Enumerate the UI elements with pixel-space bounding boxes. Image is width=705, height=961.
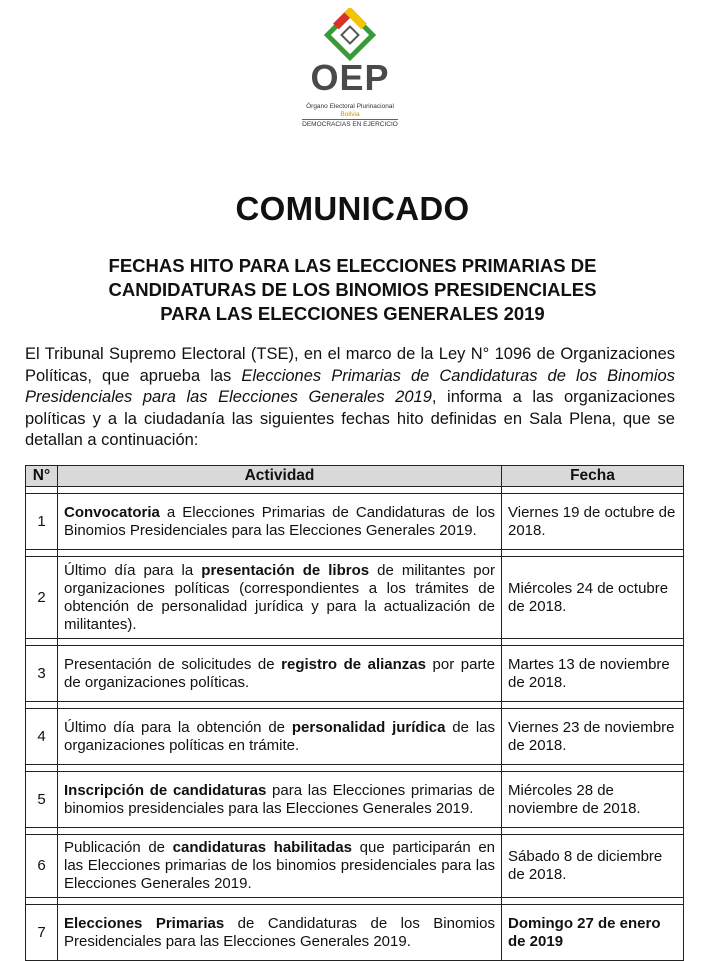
row-activity xyxy=(58,905,502,961)
row-spacer-cell xyxy=(502,828,684,835)
activity-highlight: candidaturas habilitadas xyxy=(172,839,353,856)
row-spacer-cell xyxy=(502,702,684,709)
row-spacer-cell xyxy=(58,487,502,494)
intro-paragraph xyxy=(25,344,675,452)
table-header-row xyxy=(26,466,684,487)
row-spacer-cell xyxy=(502,765,684,772)
table-row xyxy=(26,772,684,828)
row-activity xyxy=(58,709,502,765)
activity-text: para las Elecciones primarias de binomios presidenciales para las Elecciones Generales 2019. xyxy=(64,781,496,817)
row-number: 7 xyxy=(26,905,58,961)
row-activity xyxy=(58,772,502,828)
row-number: 5 xyxy=(26,772,58,828)
table-row xyxy=(26,494,684,550)
oep-logo xyxy=(290,8,410,126)
row-spacer xyxy=(26,765,684,772)
document-title: COMUNICADO xyxy=(235,190,470,227)
row-spacer xyxy=(26,702,684,709)
activity-highlight: Convocatoria xyxy=(64,503,160,521)
activity-highlight: registro de alianzas xyxy=(281,655,426,673)
subtitle-line-2: CANDIDATURAS DE LOS BINOMIOS PRESIDENCIALES xyxy=(108,279,597,300)
oep-emblem-icon xyxy=(318,8,382,62)
row-spacer-cell xyxy=(58,898,502,905)
activity-text: Publicación de xyxy=(64,839,173,856)
row-spacer xyxy=(26,487,684,494)
activity-highlight: personalidad jurídica xyxy=(291,718,446,736)
row-date: Domingo 27 de enero de 2019 xyxy=(502,905,684,961)
row-spacer-cell xyxy=(502,487,684,494)
intro-text-after: , informa a las organizaciones políticas y a la ciudadanía las siguientes fechas hito definidas en Sala Plena, que se detallan a continuación: xyxy=(25,388,675,449)
row-spacer xyxy=(26,898,684,905)
row-spacer-cell xyxy=(26,487,58,494)
activity-text: Último día para la xyxy=(64,561,202,579)
intro-text-before: El Tribunal Supremo Electoral (TSE), en el marco de la Ley N° 1096 de Organizaciones Políticas, que aprueba las xyxy=(25,345,675,385)
row-spacer-cell xyxy=(502,550,684,557)
row-number: 6 xyxy=(26,835,58,898)
row-spacer-cell xyxy=(58,639,502,646)
activity-text: que participarán en las Elecciones primarias de los binomios presidenciales para las Elecciones Generales 2019. xyxy=(64,839,496,892)
row-spacer-cell xyxy=(58,765,502,772)
row-date: Martes 13 de noviembre de 2018. xyxy=(502,646,684,702)
intro-text-italic: Elecciones Primarias de Candidaturas de los Binomios Presidenciales para las Elecciones Generales 2019 xyxy=(25,366,675,406)
logo-line-2: Bolivia xyxy=(340,111,360,118)
activity-highlight: presentación de libros xyxy=(201,561,370,579)
table-row xyxy=(26,709,684,765)
row-spacer-cell xyxy=(26,702,58,709)
header-number: N° xyxy=(26,466,58,487)
row-number: 2 xyxy=(26,557,58,639)
activity-highlight: Elecciones Primarias xyxy=(64,914,225,932)
document-subtitle xyxy=(40,254,665,326)
activity-text: a Elecciones Primarias de Candidaturas de los Binomios Presidenciales para las Elecciones Generales 2019. xyxy=(64,503,495,539)
row-number: 4 xyxy=(26,709,58,765)
activity-text: por parte de organizaciones políticas. xyxy=(64,655,495,691)
subtitle-line-1: FECHAS HITO PARA LAS ELECCIONES PRIMARIAS DE xyxy=(108,255,597,276)
row-spacer-cell xyxy=(58,550,502,557)
row-spacer-cell xyxy=(26,828,58,835)
activity-text: de Candidaturas de los Binomios Presidenciales para las Elecciones Generales 2019. xyxy=(64,914,495,950)
header-activity: Actividad xyxy=(58,466,502,487)
row-spacer-cell xyxy=(58,828,502,835)
row-number: 1 xyxy=(26,494,58,550)
row-spacer xyxy=(26,550,684,557)
row-date: Viernes 19 de octubre de 2018. xyxy=(502,494,684,550)
logo-line-1: Órgano Electoral Plurinacional xyxy=(306,103,394,110)
subtitle-line-3: PARA LAS ELECCIONES GENERALES 2019 xyxy=(160,303,545,324)
row-spacer-cell xyxy=(26,765,58,772)
activity-text: de militantes por organizaciones políticas (correspondientes a los trámites de obtención de personalidad jurídica y para la actualización de militantes). xyxy=(64,561,495,633)
activity-text: Presentación de solicitudes de xyxy=(64,655,282,673)
row-spacer-cell xyxy=(26,639,58,646)
logo-acronym: OEP xyxy=(310,57,390,98)
row-activity xyxy=(58,494,502,550)
row-activity xyxy=(58,557,502,639)
row-date: Sábado 8 de diciembre de 2018. xyxy=(502,835,684,898)
row-spacer xyxy=(26,828,684,835)
row-spacer-cell xyxy=(502,639,684,646)
row-number: 3 xyxy=(26,646,58,702)
activity-text: de las organizaciones políticas en trámite. xyxy=(64,718,496,754)
row-activity xyxy=(58,835,502,898)
row-spacer-cell xyxy=(58,702,502,709)
table-row xyxy=(26,835,684,898)
schedule-table-body xyxy=(26,487,684,961)
row-date: Miércoles 24 de octubre de 2018. xyxy=(502,557,684,639)
header-date: Fecha xyxy=(502,466,684,487)
table-row xyxy=(26,905,684,961)
row-spacer xyxy=(26,639,684,646)
row-spacer-cell xyxy=(502,898,684,905)
table-row xyxy=(26,646,684,702)
activity-text: Último día para la obtención de xyxy=(64,718,292,736)
activity-highlight: Inscripción de candidaturas xyxy=(64,781,267,799)
row-spacer-cell xyxy=(26,898,58,905)
row-date: Viernes 23 de noviembre de 2018. xyxy=(502,709,684,765)
logo-line-3: DEMOCRACIAS EN EJERCICIO xyxy=(302,121,398,128)
row-spacer-cell xyxy=(26,550,58,557)
schedule-table xyxy=(25,465,684,961)
row-activity xyxy=(58,646,502,702)
row-date: Miércoles 28 de noviembre de 2018. xyxy=(502,772,684,828)
table-row xyxy=(26,557,684,639)
